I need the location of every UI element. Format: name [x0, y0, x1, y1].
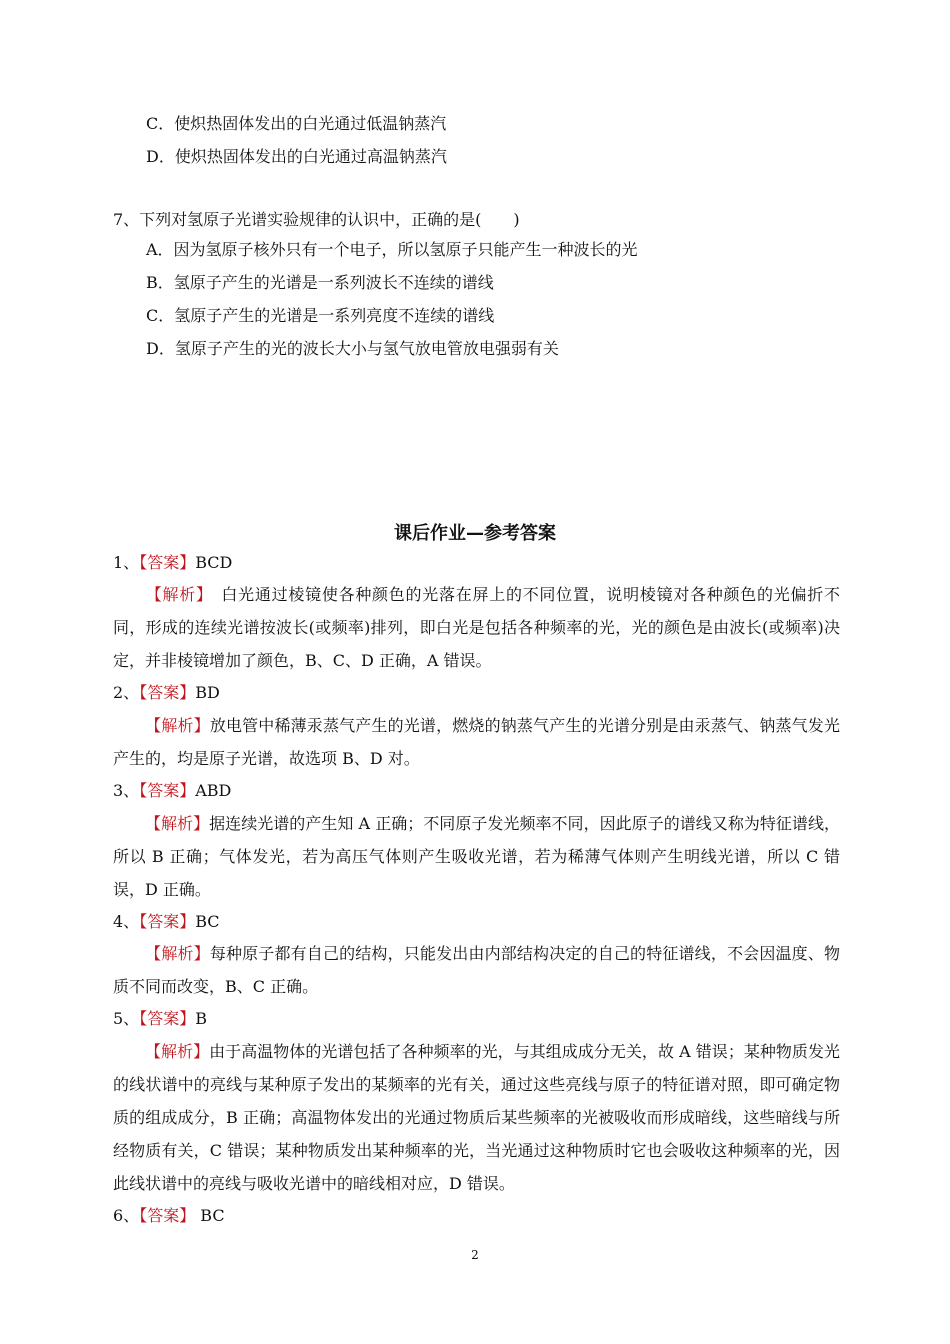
- explanation-2: [113, 709, 840, 775]
- answer-value: B: [195, 1009, 207, 1028]
- answer-4: [113, 912, 220, 932]
- answer-number: 3、: [113, 781, 140, 800]
- answer-value: BD: [195, 683, 220, 702]
- explanation-tag: 【解析】: [145, 716, 210, 735]
- answer-6: [113, 1206, 225, 1226]
- q6-option-c: C．使炽热固体发出的白光通过低温钠蒸汽: [146, 114, 447, 133]
- answer-tag: 【答案】: [139, 781, 196, 800]
- answer-value: ABD: [195, 781, 232, 800]
- explanation-3: [113, 807, 840, 906]
- explanation-5: [113, 1035, 840, 1200]
- answer-tag: 【答案】: [139, 912, 196, 931]
- explanation-tag: 【解析】: [145, 944, 210, 963]
- answer-value: BC: [195, 1206, 225, 1225]
- answer-value: BC: [195, 912, 220, 931]
- explanation-tag: 【解析】: [145, 585, 205, 604]
- answer-number: 5、: [113, 1009, 140, 1028]
- answer-tag: 【答案】: [139, 1009, 196, 1028]
- explanation-4: [113, 937, 840, 1003]
- explanation-1: [113, 578, 840, 677]
- explanation-text: 白光通过棱镜使各种颜色的光落在屏上的不同位置，说明棱镜对各种颜色的光偏折不同，形成的连续光谱按波长(或频率)排列，即白光是包括各种频率的光，光的颜色是由波长(或频率)决定，并非棱镜增加了颜色，B、C、D 正确，A 错误。: [113, 585, 840, 670]
- q6-option-d: D．使炽热固体发出的白光通过高温钠蒸汽: [146, 147, 447, 166]
- answer-tag: 【答案】: [139, 553, 196, 572]
- answer-number: 4、: [113, 912, 140, 931]
- explanation-tag: 【解析】: [145, 1042, 210, 1061]
- answer-value: BCD: [195, 553, 233, 572]
- answer-number: 2、: [113, 683, 140, 702]
- answer-5: [113, 1009, 207, 1029]
- answer-number: 1、: [113, 553, 140, 572]
- explanation-text: 每种原子都有自己的结构，只能发出由内部结构决定的自己的特征谱线，不会因温度、物质不同而改变，B、C 正确。: [113, 944, 840, 996]
- answer-3: [113, 781, 231, 801]
- answer-number: 6、: [113, 1206, 140, 1225]
- answer-tag: 【答案】: [139, 1206, 196, 1225]
- q7-option-d: D．氢原子产生的光的波长大小与氢气放电管放电强弱有关: [146, 339, 559, 358]
- explanation-text: 据连续光谱的产生知 A 正确；不同原子发光频率不同，因此原子的谱线又称为特征谱线，所以 B 正确；气体发光，若为高压气体则产生吸收光谱，若为稀薄气体则产生明线光谱，所以 C 错误，D 正确。: [113, 814, 840, 899]
- q7-option-b: B．氢原子产生的光谱是一系列波长不连续的谱线: [146, 273, 494, 292]
- answer-tag: 【答案】: [139, 683, 196, 702]
- explanation-text: 放电管中稀薄汞蒸气产生的光谱，燃烧的钠蒸气产生的光谱分别是由汞蒸气、钠蒸气发光产生的，均是原子光谱，故选项 B、D 对。: [113, 716, 840, 768]
- page-number: 2: [471, 1248, 479, 1262]
- q7-option-c: C．氢原子产生的光谱是一系列亮度不连续的谱线: [146, 306, 495, 325]
- q7-option-a: A．因为氢原子核外只有一个电子，所以氢原子只能产生一种波长的光: [146, 240, 638, 259]
- explanation-text: 由于高温物体的光谱包括了各种频率的光，与其组成成分无关，故 A 错误；某种物质发光的线状谱中的亮线与某种原子发出的某频率的光有关，通过这些亮线与原子的特征谱对照，即可确定物质的组成成分，B 正确；高温物体发出的光通过物质后某些频率的光被吸收而形成暗线，这些暗线与所经物质有关，C 错误；某种物质发出某种频率的光，当光通过这种物质时它也会吸收这种频率的光，因此线状谱中的亮线与吸收光谱中的暗线相对应，D 错误。: [113, 1042, 840, 1193]
- q7-stem: 7、下列对氢原子光谱实验规律的认识中，正确的是( ): [113, 210, 520, 229]
- answers-title: 课后作业—参考答案: [394, 523, 556, 544]
- answer-1: [113, 553, 232, 573]
- answer-2: [113, 683, 220, 703]
- explanation-tag: 【解析】: [145, 814, 210, 833]
